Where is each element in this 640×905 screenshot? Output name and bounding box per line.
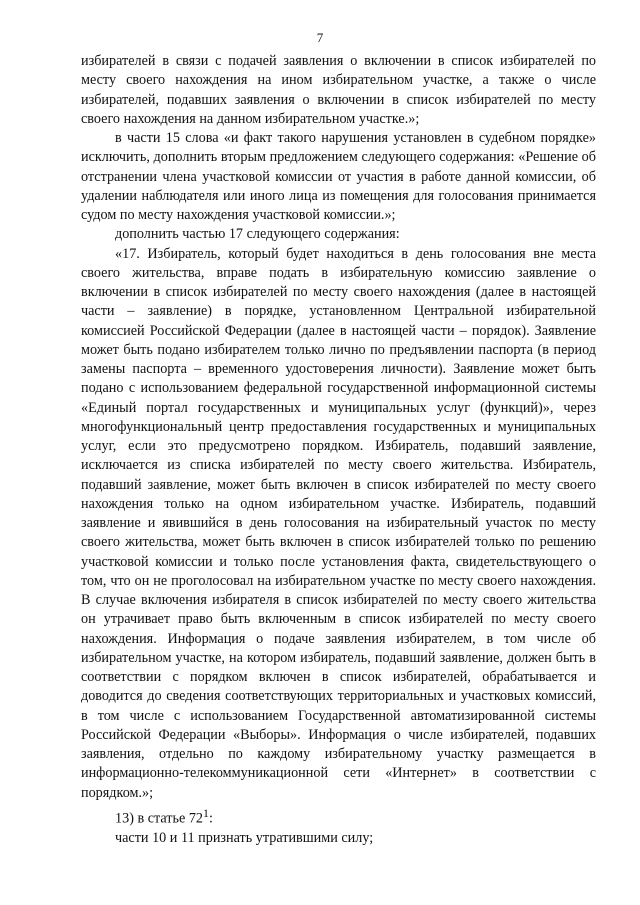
paragraph-add-part-17: дополнить частью 17 следующего содержания: [115, 226, 400, 243]
paragraph-part-17-text: «17. Избиратель, который будет находиться в день голосования вне места своего жительства, вправе подать в избирательную комиссию заявление о включении в список избирателей по месту своего нахождения (далее в настоящей части – заявление) в порядке, установленном Центральной избирательной комиссией Российской Федерации (далее в настоящей части – порядок). Заявление может быть подано избирателем только лично по предъявлении паспорта (в период замены паспорта – временного удостоверения личности). Заявление может быть подано с использованием федеральной государственной информационной системы «Единый портал государственных и муниципальных услуг (функций)», через многофункциональный центр предоставления государственных и муниципальных услуг, если это предусмотрено порядком. Избиратель, подавший заявление, исключается из списка избирателей по месту своего жительства. Избиратель, подавший заявление, может быть включен в список избирателей по месту своего нахождения только на одном избирательном участке. Избиратель, подавший заявление и явившийся в день голосования на избирательный участок по месту своего жительства, может быть включен в список избирателей только по решению участковой комиссии и только после установления факта, свидетельствующего о том, что он не проголосовал на избирательном участке по месту своего нахождения. В случае включения избирателя в список избирателей по месту своего жительства он утрачивает право быть включенным в список избирателей по месту своего нахождения. Информация о подаче заявления избирателем, в том числе об избирательном участке, на котором избиратель, подавший заявление, должен быть в соответствии с порядком включен в список избирателей, обрабатывается и доводится до сведения соответствующих территориальных и участковых комиссий, в том числе с использованием Государственной автоматизированной системы Российской Федерации «Выборы». Информация о числе избирателей, подавших заявления, отдельно по каждому избирательному участку размещается в информационно-телекоммуникационной сети «Интернет» в соответствии с порядком.»; [81, 245, 596, 801]
paragraph-part-15-amendment: в части 15 слова «и факт такого нарушения установлен в судебном порядке» исключить, дополнить вторым предложением следующего содержания: «Решение об отстранении члена участковой комиссии от участия в работе данной комиссии, об удалении наблюдателя или иного лица из помещения для голосования принимается судом по месту нахождения участковой комиссии.»; [81, 130, 596, 223]
paragraph-continuation: избирателей в связи с подачей заявления о включении в список избирателей по месту своего нахождения на ином избирательном участке, а также о числе избирателей, подавших заявления о включении в список избирателей по месту своего нахождения на данном избирательном участке.»; [81, 53, 596, 127]
article-superscript: 1 [203, 805, 209, 820]
page-number: 7 [316, 30, 324, 45]
item-13-text: 13) в статье 72 [115, 810, 204, 827]
paragraph-item-13 [81, 804, 596, 829]
document-body [81, 52, 596, 848]
paragraph-repeal-parts: части 10 и 11 признать утратившими силу; [115, 829, 374, 846]
item-13-colon: : [208, 810, 213, 827]
